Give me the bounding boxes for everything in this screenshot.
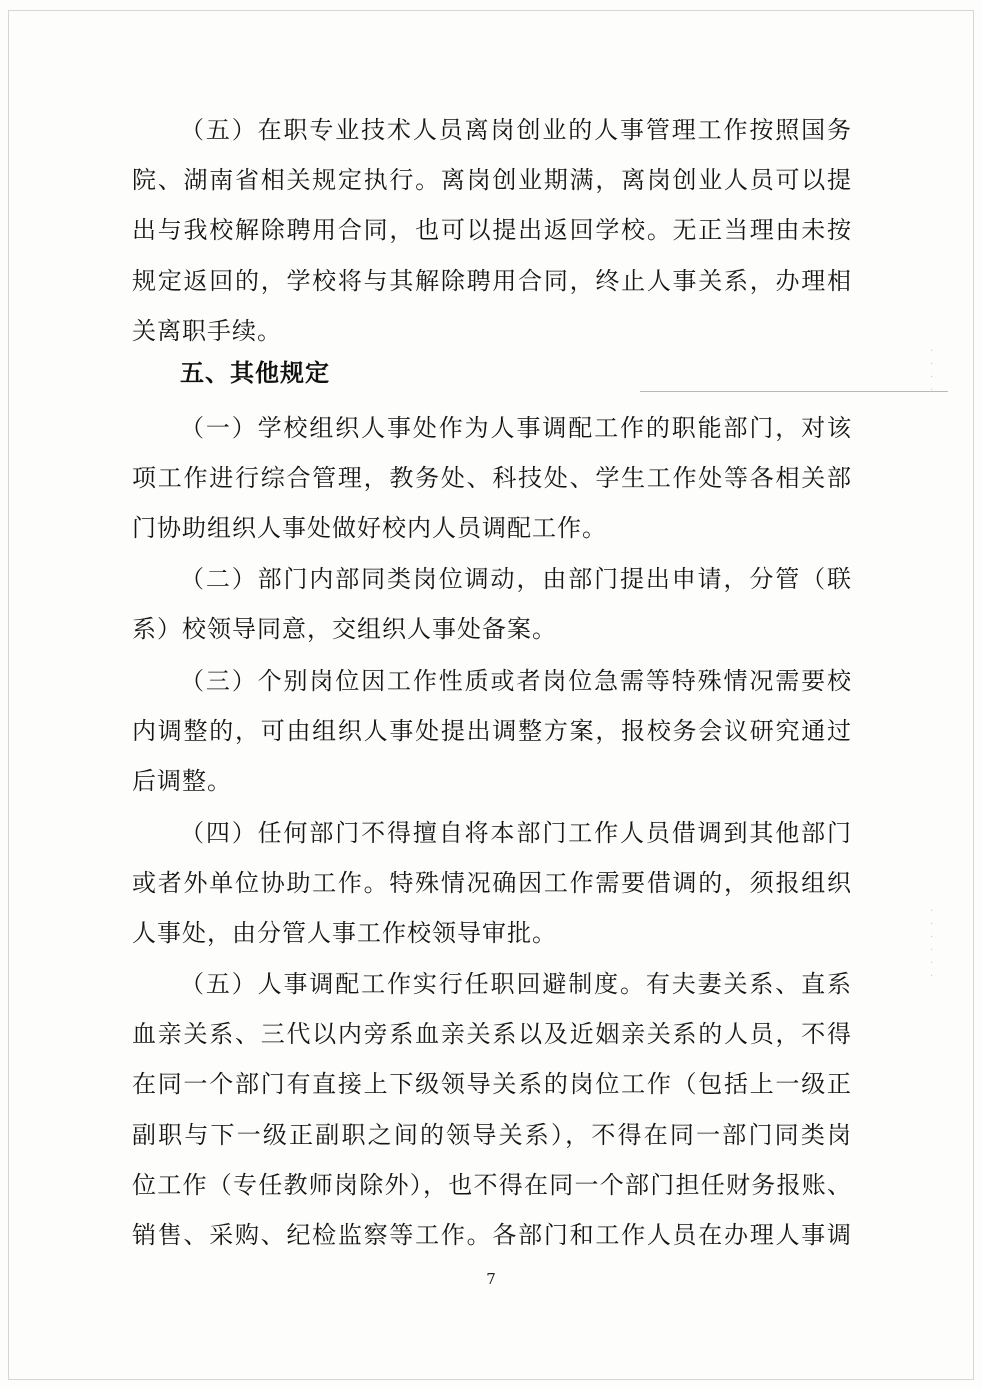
paragraph-line: （三）个别岗位因工作性质或者岗位急需等特殊情况需要校 [180,667,852,695]
paragraph-line: 出与我校解除聘用合同，也可以提出返回学校。无正当理由未按 [132,216,852,244]
paragraph-line: （四）任何部门不得擅自将本部门工作人员借调到其他部门 [180,819,852,847]
bleed-through-rule [640,391,948,392]
paragraph-line: （二）部门内部同类岗位调动，由部门提出申请，分管（联 [180,565,852,593]
paragraph-line: 人事处，由分管人事工作校领导审批。 [132,919,557,947]
paragraph-line: 院、湖南省相关规定执行。离岗创业期满，离岗创业人员可以提 [132,166,852,194]
paragraph-line: 副职与下一级正副职之间的领导关系），不得在同一部门同类岗 [132,1121,852,1149]
page-number: 7 [486,1270,496,1288]
edge-marks-bottom: · · · · · · [930,906,934,982]
paragraph-line: （一）学校组织人事处作为人事调配工作的职能部门，对该 [180,414,852,442]
paragraph-line: 血亲关系、三代以内旁系血亲关系以及近姻亲关系的人员，不得 [132,1020,852,1048]
paragraph-line: 位工作（专任教师岗除外），也不得在同一个部门担任财务报账、 [132,1171,852,1199]
paragraph-line: 在同一个部门有直接上下级领导关系的岗位工作（包括上一级正 [132,1070,852,1098]
paragraph-line: 规定返回的，学校将与其解除聘用合同，终止人事关系，办理相 [132,267,852,295]
edge-marks-top: · · · · [930,346,934,396]
paragraph-line: 门协助组织人事处做好校内人员调配工作。 [132,514,607,542]
paragraph-line: 或者外单位协助工作。特殊情况确因工作需要借调的，须报组织 [132,869,852,897]
paragraph-line: （五）在职专业技术人员离岗创业的人事管理工作按照国务 [180,116,852,144]
paragraph-line: 项工作进行综合管理，教务处、科技处、学生工作处等各相关部 [132,464,852,492]
paragraph-line: （五）人事调配工作实行任职回避制度。有夫妻关系、直系 [180,970,852,998]
paragraph-line: 销售、采购、纪检监察等工作。各部门和工作人员在办理人事调 [132,1221,852,1249]
paragraph-line: 后调整。 [132,767,232,795]
paragraph-line: 关离职手续。 [132,317,282,345]
paragraph-line: 系）校领导同意，交组织人事处备案。 [132,615,557,643]
paragraph-line: 内调整的，可由组织人事处提出调整方案，报校务会议研究通过 [132,717,852,745]
section-heading: 五、其他规定 [180,359,330,387]
